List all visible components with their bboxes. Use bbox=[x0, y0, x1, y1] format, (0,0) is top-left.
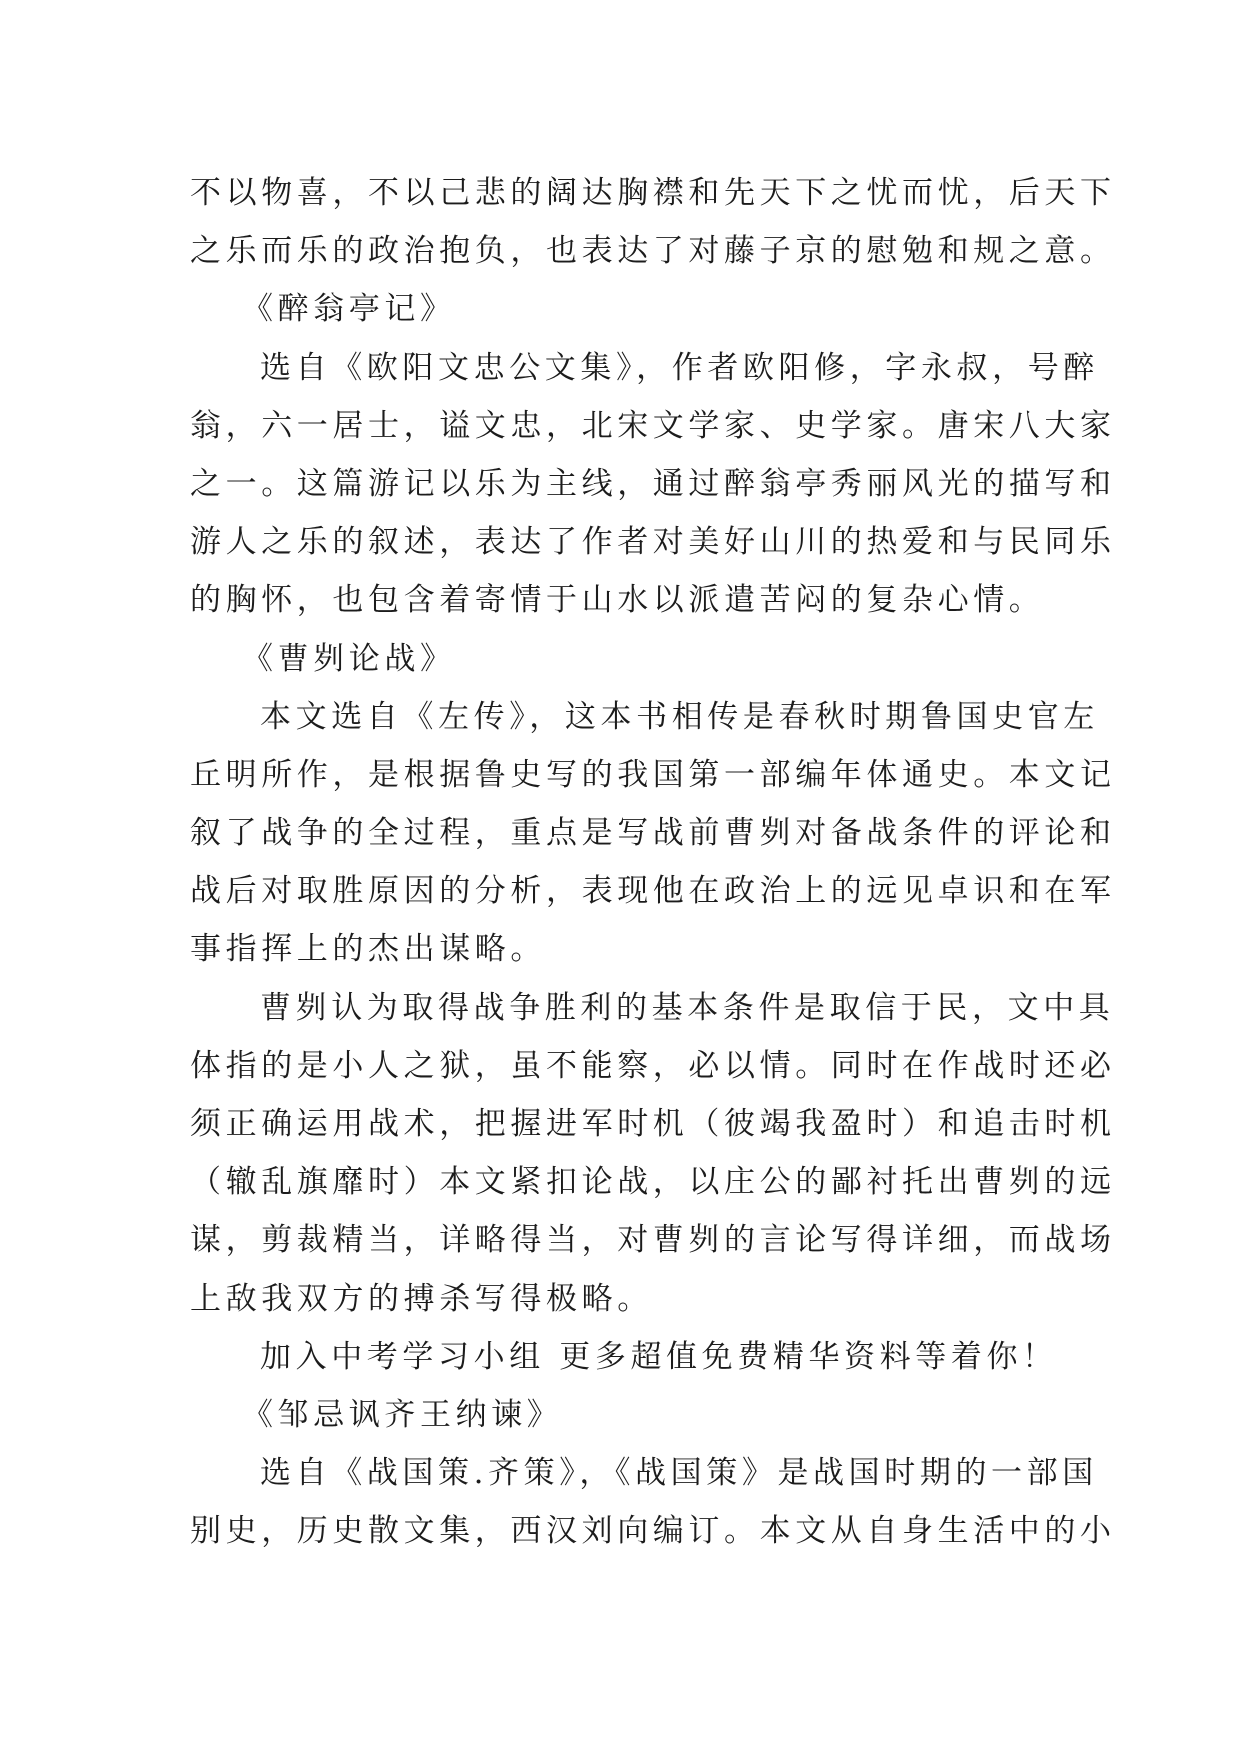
body-line: 翁，六一居士，谥文忠，北宋文学家、史学家。唐宋八大家 bbox=[190, 407, 1116, 444]
body-line: 游人之乐的叙述，表达了作者对美好山川的热爱和与民同乐 bbox=[190, 524, 1116, 561]
body-line: （辙乱旗靡时）本文紧扣论战，以庄公的鄙衬托出曹刿的远 bbox=[190, 1164, 1116, 1201]
body-line: 别史，历史散文集，西汉刘向编订。本文从自身生活中的小 bbox=[190, 1513, 1116, 1550]
paragraph-start-line: 曹刿认为取得战争胜利的基本条件是取信于民，文中具 bbox=[260, 989, 1115, 1026]
body-line: 事指挥上的杰出谋略。 bbox=[190, 931, 546, 968]
body-line: 的胸怀，也包含着寄情于山水以派遣苦闷的复杂心情。 bbox=[190, 582, 1045, 619]
paragraph-start-line: 选自《欧阳文忠公文集》，作者欧阳修，字永叔，号醉 bbox=[260, 349, 1099, 386]
body-line: 之一。这篇游记以乐为主线，通过醉翁亭秀丽风光的描写和 bbox=[190, 465, 1116, 502]
body-line: 不以物喜，不以己悲的阔达胸襟和先天下之忧而忧，后天下 bbox=[190, 175, 1116, 211]
body-line: 谋，剪裁精当，详略得当，对曹刿的言论写得详细，而战场 bbox=[190, 1222, 1116, 1259]
body-line: 叙了战争的全过程，重点是写战前曹刿对备战条件的评论和 bbox=[190, 815, 1116, 852]
body-line: 战后对取胜原因的分析，表现他在政治上的远见卓识和在军 bbox=[190, 873, 1116, 910]
body-line: 之乐而乐的政治抱负，也表达了对藤子京的慰勉和规之意。 bbox=[190, 233, 1116, 270]
paragraph-start-line: 选自《战国策.齐策》，《战国策》是战国时期的一部国 bbox=[260, 1455, 1098, 1492]
section-title-zouji: 《邹忌讽齐王纳谏》 bbox=[242, 1396, 563, 1433]
promo-line: 加入中考学习小组 更多超值免费精华资料等着你！ bbox=[260, 1338, 1058, 1375]
body-line: 须正确运用战术，把握进军时机（彼竭我盈时）和追击时机 bbox=[190, 1106, 1116, 1142]
body-line: 体指的是小人之狱，虽不能察，必以情。同时在作战时还必 bbox=[190, 1047, 1116, 1084]
document-body bbox=[190, 164, 1116, 1561]
section-title-zuiwengtingji: 《醉翁亭记》 bbox=[242, 291, 456, 328]
paragraph-start-line: 本文选自《左传》，这本书相传是春秋时期鲁国史官左 bbox=[260, 698, 1099, 735]
body-line: 丘明所作，是根据鲁史写的我国第一部编年体通史。本文记 bbox=[190, 756, 1116, 793]
body-line: 上敌我双方的搏杀写得极略。 bbox=[190, 1280, 653, 1317]
section-title-caogui: 《曹刿论战》 bbox=[242, 640, 456, 677]
